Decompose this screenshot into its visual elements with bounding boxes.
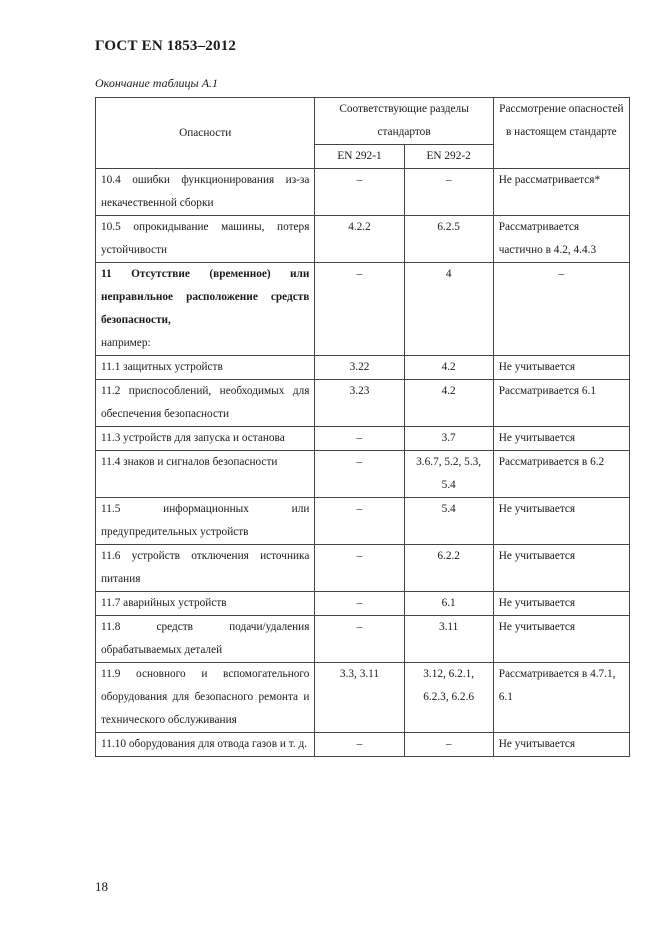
hazard-cell: 11.10 оборудования для отвода газов и т. д.	[96, 733, 315, 757]
hazard-cell: 11.6 устройств отключения источника питания	[96, 545, 315, 592]
hazard-cell	[96, 263, 315, 356]
table-row	[96, 663, 630, 733]
table-row	[96, 733, 630, 757]
std2-cell: 6.2.2	[404, 545, 493, 592]
std2-cell: –	[404, 169, 493, 216]
std1-cell: –	[315, 263, 404, 356]
consideration-cell: Не учитывается	[493, 545, 629, 592]
table-row	[96, 451, 630, 498]
std2-cell: 3.11	[404, 616, 493, 663]
table-row	[96, 356, 630, 380]
hazard-cell: 11.9 основного и вспомогательного оборудования для безопасного ремонта и технического обслуживания	[96, 663, 315, 733]
header-consideration: Рассмотрение опасностей в настоящем стандарте	[493, 98, 629, 169]
table-row	[96, 380, 630, 427]
header-hazards: Опасности	[96, 98, 315, 169]
std1-cell: –	[315, 427, 404, 451]
table-header-row	[96, 98, 630, 145]
table-row	[96, 216, 630, 263]
hazard-group-suffix: например:	[101, 337, 151, 349]
table-caption: Окончание таблицы А.1	[95, 76, 219, 90]
header-std2: EN 292-2	[404, 145, 493, 169]
consideration-cell: Рассматривается в 6.2	[493, 451, 629, 498]
page-number: 18	[95, 879, 108, 894]
std1-cell: –	[315, 169, 404, 216]
std1-cell: 3.22	[315, 356, 404, 380]
consideration-cell: Не рассматривается*	[493, 169, 629, 216]
std1-cell: 3.23	[315, 380, 404, 427]
std2-cell: 3.6.7, 5.2, 5.3, 5.4	[404, 451, 493, 498]
std2-cell: 4.2	[404, 380, 493, 427]
hazard-cell: 11.1 защитных устройств	[96, 356, 315, 380]
std1-cell: –	[315, 451, 404, 498]
std1-cell: 3.3, 3.11	[315, 663, 404, 733]
consideration-cell: Не учитывается	[493, 356, 629, 380]
table-row	[96, 498, 630, 545]
header-standards-group: Соответствующие разделы стандартов	[315, 98, 493, 145]
hazard-cell: 10.5 опрокидывание машины, потеря устойчивости	[96, 216, 315, 263]
std1-cell: –	[315, 545, 404, 592]
std2-cell: 5.4	[404, 498, 493, 545]
header-std1: EN 292-1	[315, 145, 404, 169]
consideration-cell: –	[493, 263, 629, 356]
consideration-cell: Не учитывается	[493, 616, 629, 663]
table-row	[96, 592, 630, 616]
std2-cell: 3.7	[404, 427, 493, 451]
consideration-cell: Рассматривается в 4.7.1, 6.1	[493, 663, 629, 733]
hazard-cell: 11.7 аварийных устройств	[96, 592, 315, 616]
consideration-cell: Рассматривается 6.1	[493, 380, 629, 427]
std2-cell: 6.1	[404, 592, 493, 616]
hazard-group-title: 11 Отсутствие (временное) или неправильное расположение средств безопасности,	[101, 268, 310, 326]
consideration-cell: Не учитывается	[493, 733, 629, 757]
std1-cell: –	[315, 616, 404, 663]
hazard-cell: 10.4 ошибки функционирования из-за некачественной сборки	[96, 169, 315, 216]
hazard-cell: 11.8 средств подачи/удаления обрабатываемых деталей	[96, 616, 315, 663]
std1-cell: –	[315, 733, 404, 757]
hazard-cell: 11.3 устройств для запуска и останова	[96, 427, 315, 451]
std1-cell: –	[315, 592, 404, 616]
consideration-cell: Не учитывается	[493, 498, 629, 545]
std2-cell: 3.12, 6.2.1, 6.2.3, 6.2.6	[404, 663, 493, 733]
document-title: ГОСТ EN 1853–2012	[95, 38, 237, 54]
hazard-cell: 11.5 информационных или предупредительных устройств	[96, 498, 315, 545]
consideration-cell: Не учитывается	[493, 427, 629, 451]
hazard-cell: 11.4 знаков и сигналов безопасности	[96, 451, 315, 498]
consideration-cell: Рассматривается частично в 4.2, 4.4.3	[493, 216, 629, 263]
std2-cell: 6.2.5	[404, 216, 493, 263]
std2-cell: –	[404, 733, 493, 757]
consideration-cell: Не учитывается	[493, 592, 629, 616]
std2-cell: 4.2	[404, 356, 493, 380]
std1-cell: –	[315, 498, 404, 545]
hazards-table	[95, 97, 630, 757]
hazard-cell: 11.2 приспособлений, необходимых для обеспечения безопасности	[96, 380, 315, 427]
std1-cell: 4.2.2	[315, 216, 404, 263]
table-row	[96, 545, 630, 592]
table-row	[96, 427, 630, 451]
table-row	[96, 616, 630, 663]
table-row	[96, 263, 630, 356]
table-row	[96, 169, 630, 216]
std2-cell: 4	[404, 263, 493, 356]
